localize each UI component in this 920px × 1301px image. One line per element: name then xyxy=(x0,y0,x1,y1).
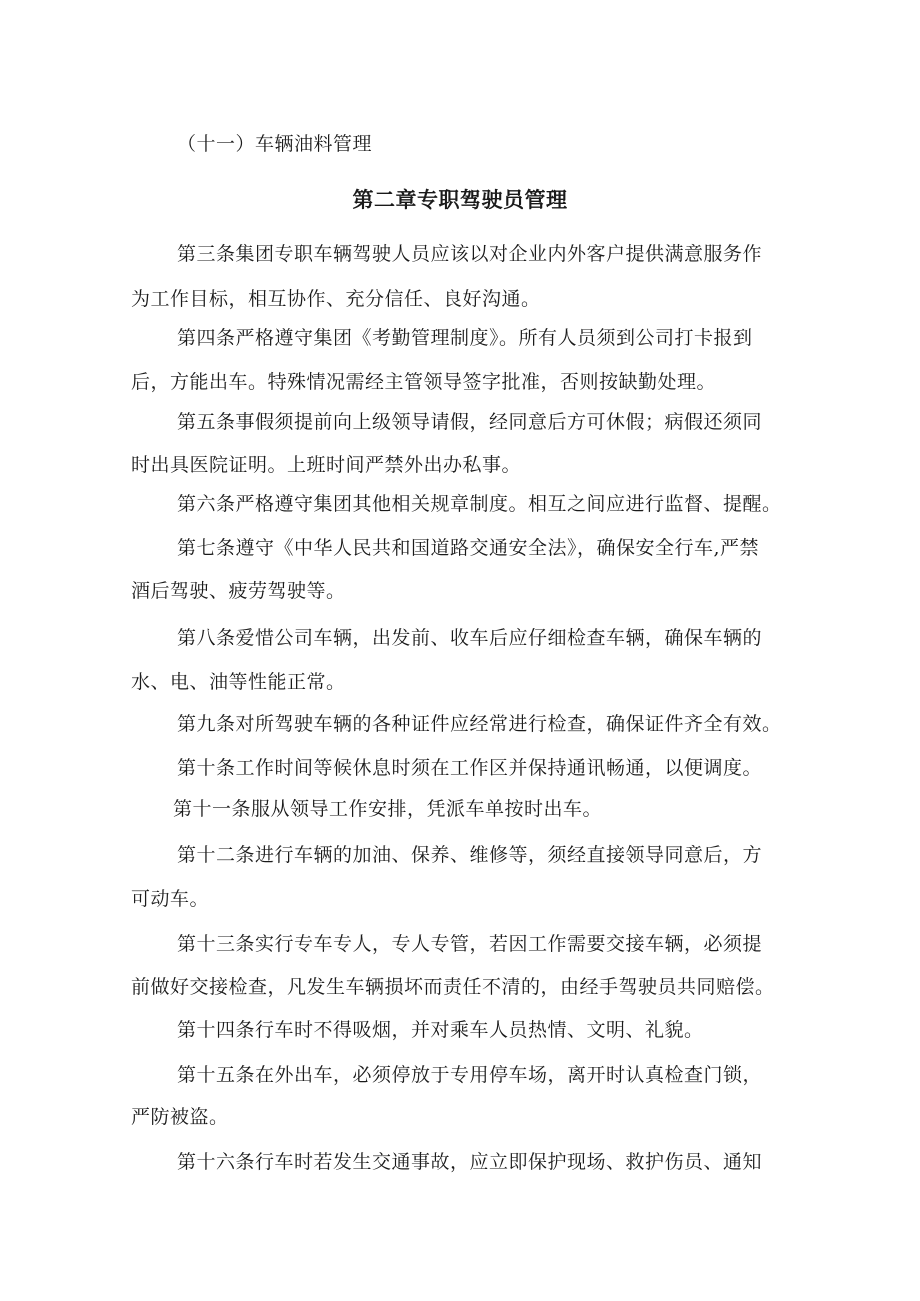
article-3-line-2: 为工作目标，相互协作、充分信任、良好沟通。 xyxy=(131,288,541,310)
article-7-line-1: 第七条遵守《中华人民共和国道路交通安全法》，确保安全行车,严禁 xyxy=(177,537,760,559)
article-9-line-1: 第九条对所驾驶车辆的各种证件应经常进行检查，确保证件齐全有效。 xyxy=(177,713,782,735)
article-16-line-1: 第十六条行车时若发生交通事故，应立即保护现场、救护伤员、通知 xyxy=(177,1151,763,1173)
article-15-line-2: 严防被盗。 xyxy=(131,1106,229,1128)
article-7-line-2: 酒后驾驶、疲劳驾驶等。 xyxy=(131,580,346,602)
chapter-title: 第二章专职驾驶员管理 xyxy=(352,188,568,212)
article-5-line-1: 第五条事假须提前向上级领导请假，经同意后方可休假；病假还须同 xyxy=(177,411,763,433)
article-13-line-2: 前做好交接检查，凡发生车辆损坏而责任不清的，由经手驾驶员共同赔偿。 xyxy=(131,976,775,998)
article-14-line-1: 第十四条行车时不得吸烟，并对乘车人员热情、文明、礼貌。 xyxy=(177,1019,704,1041)
article-13-line-1: 第十三条实行专车专人，专人专管，若因工作需要交接车辆，必须提 xyxy=(177,933,763,955)
article-8-line-2: 水、电、油等性能正常。 xyxy=(131,671,346,693)
article-4-line-1: 第四条严格遵守集团《考勤管理制度》。所有人员须到公司打卡报到 xyxy=(177,327,753,349)
article-12-line-2: 可动车。 xyxy=(131,888,210,910)
article-11-line-1: 第十一条服从领导工作安排，凭派车单按时出车。 xyxy=(173,798,603,820)
article-15-line-1: 第十五条在外出车，必须停放于专用停车场，离开时认真检查门锁， xyxy=(177,1064,763,1086)
article-5-line-2: 时出具医院证明。上班时间严禁外出办私事。 xyxy=(131,454,522,476)
article-3-line-1: 第三条集团专职车辆驾驶人员应该以对企业内外客户提供满意服务作 xyxy=(177,243,763,265)
article-12-line-1: 第十二条进行车辆的加油、保养、维修等，须经直接领导同意后，方 xyxy=(177,844,763,866)
section-item: （十一）车辆油料管理 xyxy=(177,133,373,155)
article-10-line-1: 第十条工作时间等候休息时须在工作区并保持通讯畅通，以便调度。 xyxy=(177,757,763,779)
article-4-line-2: 后，方能出车。特殊情况需经主管领导签字批准，否则按缺勤处理。 xyxy=(131,371,717,393)
article-8-line-1: 第八条爱惜公司车辆，出发前、收车后应仔细检查车辆，确保车辆的 xyxy=(177,627,763,649)
article-6-line-1: 第六条严格遵守集团其他相关规章制度。相互之间应进行监督、提醒。 xyxy=(177,493,782,515)
